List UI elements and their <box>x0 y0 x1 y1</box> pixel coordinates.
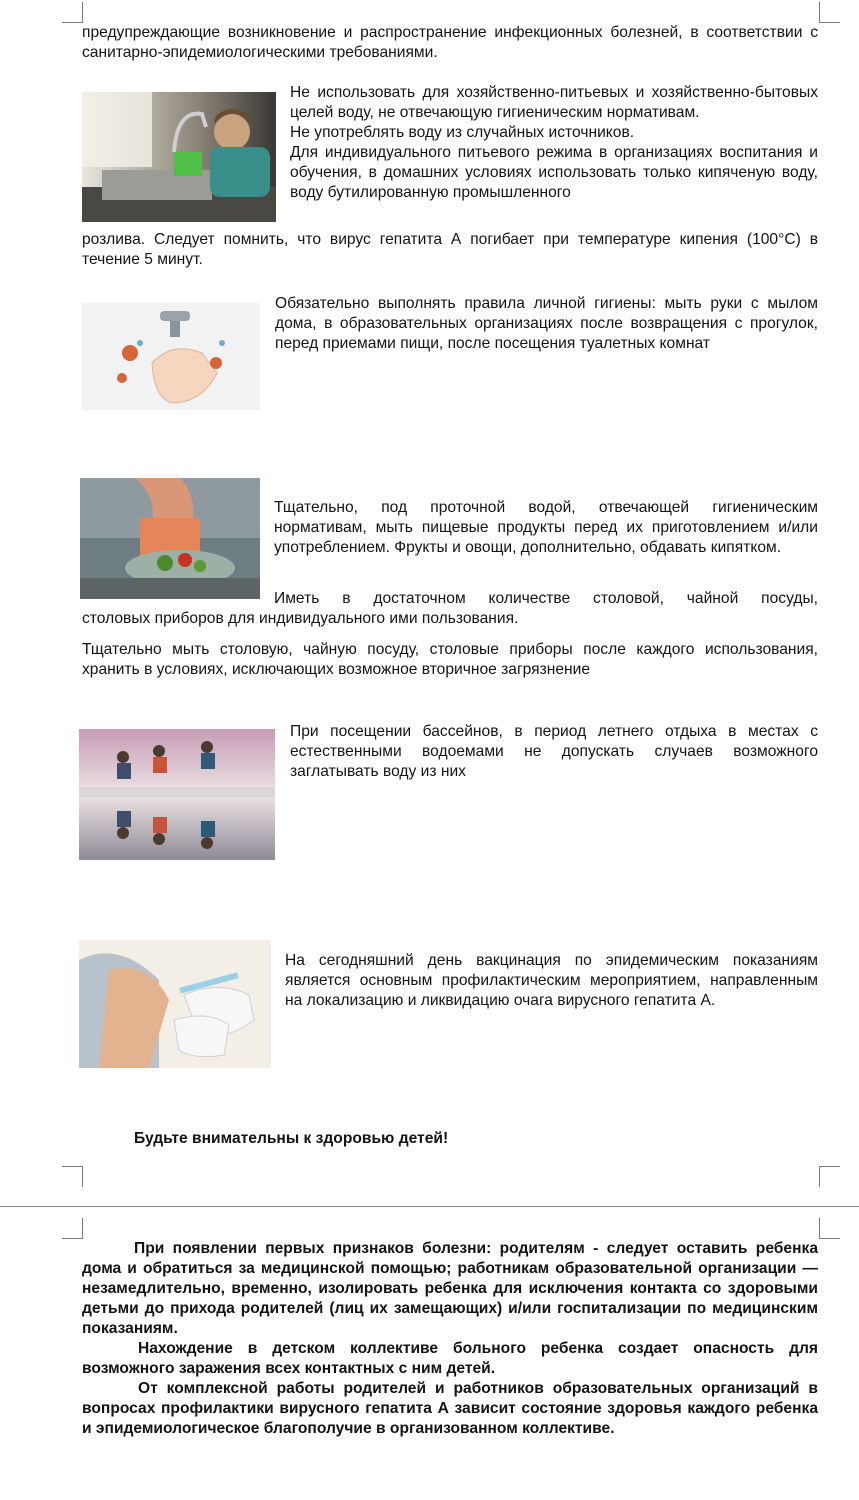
children-jumping-photo <box>79 729 275 860</box>
rule-random-sources: Не употреблять воду из случайных источников. <box>290 124 635 141</box>
page2-para-danger: Нахождение в детском коллективе больного ребенка создает опасность для возможного заражения всех контактных с ним детей. <box>82 1340 818 1377</box>
dishes-text-line2: столовых приборов для индивидуального ими пользования. <box>82 610 519 627</box>
rule-boiled-water: Для индивидуального питьевого режима в организациях воспитания и обучения, в домашних условиях использовать только кипяченую воду, воду бутилированную промышленного <box>290 144 818 201</box>
closing-appeal: Будьте внимательны к здоровью детей! <box>134 1130 449 1147</box>
crop-mark-top-right <box>819 2 840 23</box>
crop-mark-bottom-right <box>819 1166 840 1187</box>
rule-water-quality: Не использовать для хозяйственно-питьевых и хозяйственно-бытовых целей воду, не отвечающую гигиеническим нормативам. <box>290 84 818 121</box>
washing-vegetables-photo <box>80 478 260 599</box>
page2-para-first-signs: При появлении первых признаков болезни: родителям - следует оставить ребенка дома и обратиться за медицинской помощью; работникам образовательной организации — незамедлительно, временно, изолировать ребенка для исключения контакта со здоровыми детьми до прихода родителей (лиц их замещающих) и/или госпитализации по медицинским показаниям. <box>82 1240 818 1337</box>
swimming-text: При посещении бассейнов, в период летнего отдыха в местах с естественными водоемами не допускать случаев возможного заглатывать воду из них <box>290 723 818 780</box>
dishes-text-line1: Иметь в достаточном количестве столовой, чайной посуды, <box>274 590 818 607</box>
intro-text: предупреждающие возникновение и распространение инфекционных болезней, в соответствии с санитарно-эпидемиологическими требованиями. <box>82 24 818 61</box>
boy-drinking-tap-photo <box>82 92 276 222</box>
water-rules <box>290 83 818 203</box>
crop-mark-page2-top-left <box>62 1218 83 1239</box>
page-separator <box>0 1206 859 1207</box>
vaccination-photo <box>79 940 271 1068</box>
boiling-note: розлива. Следует помнить, что вирус гепатита А погибает при температуре кипения (100°C) в течение 5 минут. <box>82 231 818 268</box>
vaccination-text: На сегодняшний день вакцинация по эпидемическим показаниям является основным профилактическим мероприятием, направленным на локализацию и ликвидацию очага вирусного гепатита А. <box>285 952 818 1009</box>
crop-mark-page2-top-right <box>819 1218 840 1239</box>
crop-mark-bottom-left <box>62 1166 83 1187</box>
dishes-clean-text: Тщательно мыть столовую, чайную посуду, столовые приборы после каждого использования, хранить в условиях, исключающих возможное вторичное загрязнение <box>82 641 818 678</box>
food-wash-text: Тщательно, под проточной водой, отвечающей гигиеническим нормативам, мыть пищевые продукты перед их приготовлением и/или употреблением. Фрукты и овощи, дополнительно, обдавать кипятком. <box>274 499 818 556</box>
page2-para-cooperation: От комплексной работы родителей и работников образовательных организаций в вопросах профилактики вирусного гепатита А зависит состояние здоровья каждого ребенка и эпидемиологическое благополучие в организованном коллективе. <box>82 1380 818 1437</box>
page2-text <box>82 1239 818 1439</box>
handwashing-illustration <box>82 303 260 410</box>
crop-mark-top-left <box>62 2 83 23</box>
hygiene-text: Обязательно выполнять правила личной гигиены: мыть руки с мылом дома, в образовательных организациях после возвращения с прогулок, перед приемами пищи, после посещения туалетных комнат <box>275 295 818 352</box>
